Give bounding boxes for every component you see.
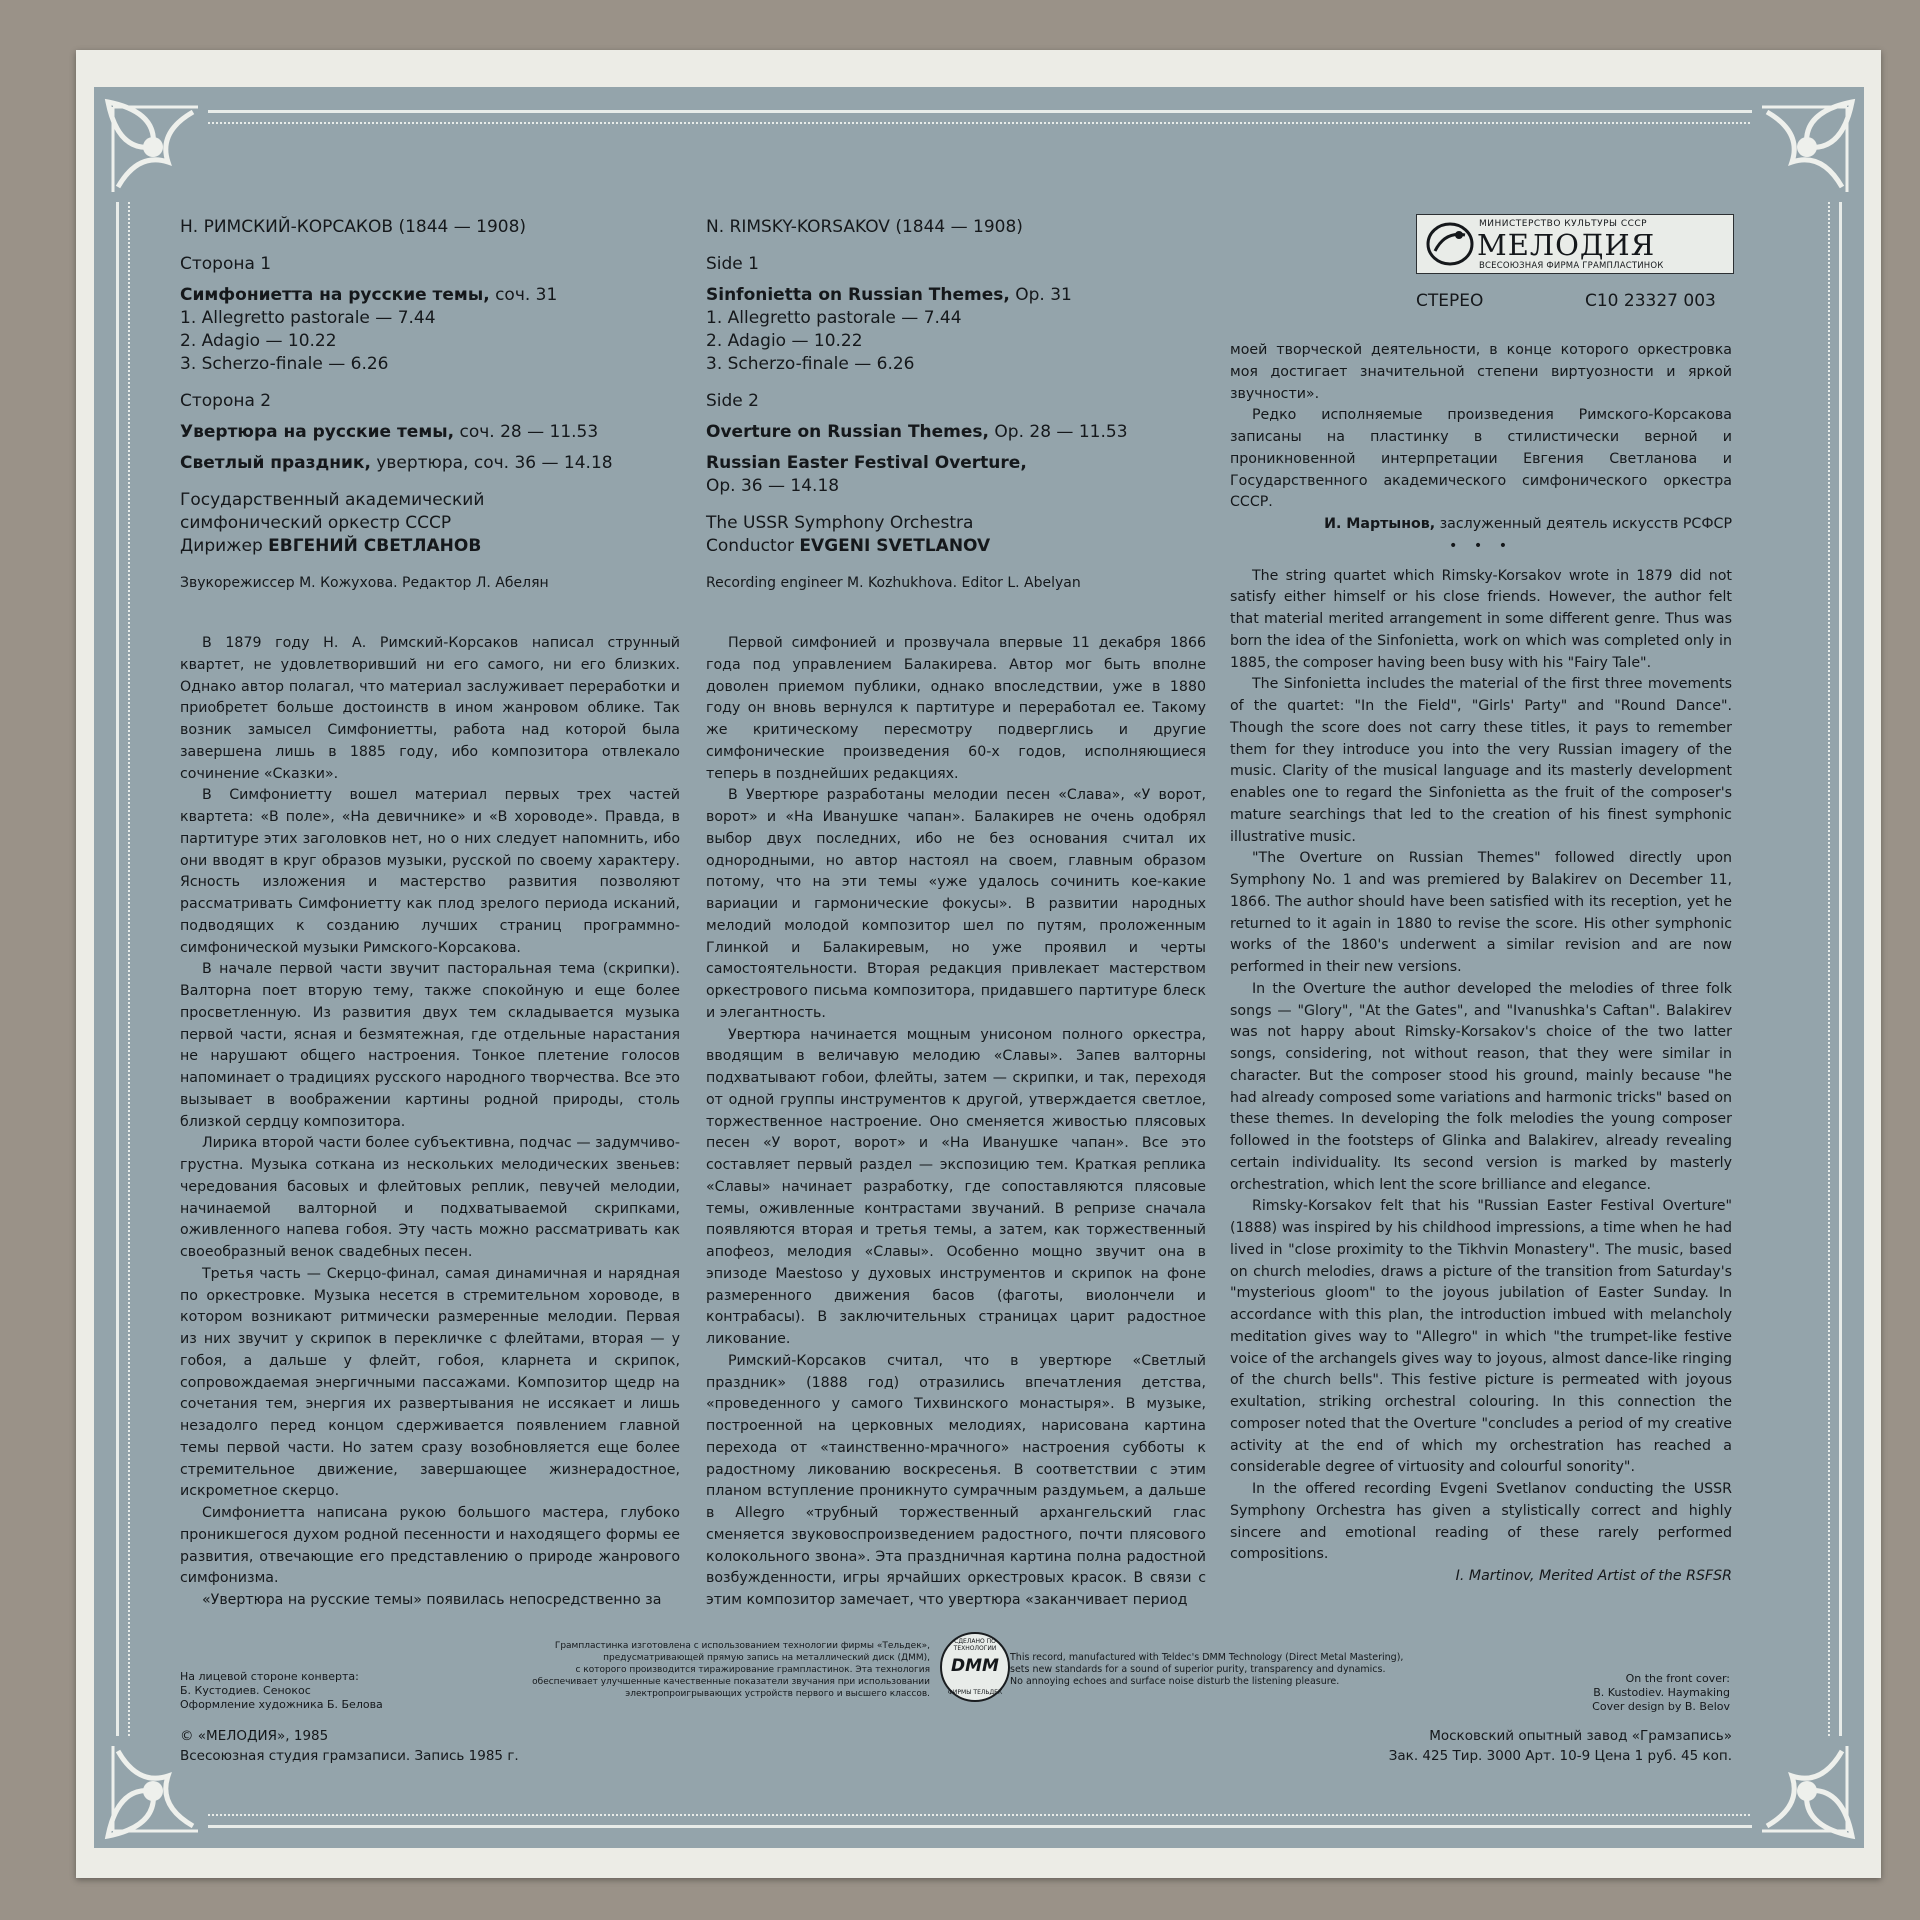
en-work3-op: Op. 36 — 14.18 <box>706 476 840 496</box>
front-cover-en <box>1480 1672 1730 1714</box>
en-signature: I. Martinov, Merited Artist of the RSFSR <box>1455 1568 1732 1584</box>
paragraph: In the Overture the author developed the melodies of three folk songs — "Glory", "At the Gates", and "Ivanushka's Caftan". Balakirev was not happy about Rimsky-Korsakov's choice of the two latter songs, considering, not without reason, that they were similar in character. But the composer stood his ground, mainly because "he had already composed some variations and harmonic tricks" based on these themes. In developing the folk melodies the young composer followed in the footsteps of Glinka and Balakirev, already revealing certain individuality. Its second version is marked by masterly orchestration, which lent the score brilliance and elegance. <box>1230 980 1732 1193</box>
paragraph: Увертюра начинается мощным унисоном полного оркестра, вводящим в величавую мелодию «Славы». Запев валторны подхватывают гобои, флейты, затем — скрипки, и так, переходя от одной группы инструментов к другой, утверждается светлое, торжественное настроение. Оно сменяется живостью плясовых песен «У ворот, ворот» и «На Иванушке чапан». Все это составляет первый раздел — экспозицию тем. Краткая реплика «Славы» начинает разработку, где сопоставляются плясовые темы, оживленные контрастами звучаний. В репризе сначала появляются вторая и третья темы, а затем, как торжественный апофеоз, мелодия «Славы». Особенно мощно звучит она в эпизоде Maestoso у духовых инструментов и скрипок на фоне размеренного движения басов (фаготы, виолончели и контрабасы). В заключительных страницах царит радостное ликование. <box>706 1026 1206 1347</box>
paragraph: В Симфониетту вошел материал первых трех частей квартета: «В поле», «На девичнике» и «В хороводе». Правда, в партитуре этих заголовков нет, но о них следует напомнить, ибо они вводят в круг образов музыки, русской по своему характеру. Ясность изложения и мастерство развития позволяют рассматривать Симфониетту как плод зрелого периода исканий, подводящих к созданию лучших страниц программно-симфонической музыки Римского-Корсакова. <box>180 787 680 956</box>
melodiya-emblem-icon <box>1425 221 1475 267</box>
en-work1-title: Sinfonietta on Russian Themes, <box>706 285 1010 305</box>
ru-track: 3. Scherzo-finale — 6.26 <box>180 354 389 374</box>
paragraph: В начале первой части звучит пасторальная тема (скрипки). Валторна поет вторую тему, также спокойную и еще более просветленную. Из развития двух тем складывается музыка первой части, ясная и безмятежная, где отдельные нарастания не нарушают общего настроения. Тонкое плетение голосов напоминает о традициях русского народного творчества. Все это вызывает в воображении картины родной природы, столь близкой сердцу композитора. <box>180 961 680 1130</box>
dmm-logo-text: DMM <box>951 1656 999 1676</box>
copyright <box>180 1726 680 1766</box>
paragraph: «Увертюра на русские темы» появилась непосредственно за <box>202 1592 662 1608</box>
ru-side2: Сторона 2 <box>180 391 272 411</box>
en-track: 1. Allegretto pastorale — 7.44 <box>706 308 962 328</box>
en-work2-op: Op. 28 — 11.53 <box>989 422 1128 442</box>
ru-work1-title: Симфониетта на русские темы, <box>180 285 490 305</box>
en-orchestra: The USSR Symphony Orchestra <box>706 513 974 533</box>
paragraph: In the offered recording Evgeni Svetlanov conducting the USSR Symphony Orchestra has given a stylistically correct and highly sincere and emotional reading of these rarely performed compositions. <box>1230 1481 1732 1563</box>
factory-info <box>1230 1726 1732 1766</box>
dmm-text-ru <box>460 1640 930 1700</box>
melodiya-logo <box>1416 214 1734 274</box>
stereo-label: СТЕРЕО <box>1416 291 1484 311</box>
dmm-text-en <box>1010 1652 1480 1688</box>
en-side2: Side 2 <box>706 391 759 411</box>
text-line: Оформление художника Б. Белова <box>180 1698 383 1711</box>
corner-ornament-top-left <box>98 92 208 202</box>
text-line: На лицевой стороне конверта: <box>180 1670 359 1683</box>
dmm-ring-top: СДЕЛАНО ПО ТЕХНОЛОГИИ <box>953 1638 997 1652</box>
ru-signature-title: заслуженный деятель искусств РСФСР <box>1435 516 1732 532</box>
ru-notes-col2 <box>706 633 1206 1612</box>
corner-ornament-top-right <box>1752 92 1862 202</box>
ru-work3-title: Светлый праздник, <box>180 453 371 473</box>
en-work2-title: Overture on Russian Themes, <box>706 422 990 442</box>
en-track: 2. Adagio — 10.22 <box>706 331 863 351</box>
ru-notes-col1 <box>180 633 680 1612</box>
paragraph: Rimsky-Korsakov felt that his "Russian Easter Festival Overture" (1888) was inspired by his childhood impressions, a time when he had lived in "close proximity to the Tikhvin Monastery". The music, based on church melodies, draws a picture of the transition from Saturday's "mysterious gloom" to the joyous jubilation of Easter Sunday. In accordance with this plan, the introduction imbued with melancholy meditation gives way to "Allegro" in which "the trumpet-like festive voice of the archangels gives way to joyous, almost dance-like ringing of the church bells". This festive picture is permeated with joyous exultation, striking orchestral colouring. In this connection the composer noted that the Overture "concludes a period of my creative activity at the end of which my orchestration has reached a considerable degree of virtuosity and colourful sonority". <box>1230 1198 1732 1476</box>
en-conductor-label: Conductor <box>706 536 800 556</box>
paragraph: Римский-Корсаков считал, что в увертюре «Светлый праздник» (1888 год) отразились впечатления детства, «проведенного у самого Тихвинского монастыря». В музыке, построенной на церковных мелодиях, нарисована картина перехода от «таинственно-мрачного» настроения субботы к радостному ликованию воскресенья. В соответствии с этим планом вступление проникнуто сумрачным раздумьем, а дальше в Allegro «трубный торжественный архангельский глас сменяется звуковоспроизведением радостного, почти плясового колокольного звона». Эта праздничная картина полна радостной возбужденности, игры ярчайших оркестровых красок. В связи с этим композитор замечает, что увертюра «заканчивает период <box>706 1352 1206 1608</box>
paragraph: Симфониетта написана рукою большого мастера, глубоко проникшегося духом родной песенности и находящего формы ее развития, отвечающие его представлению о природе жанрового симфонизма. <box>180 1505 680 1587</box>
text-line: Всесоюзная студия грамзаписи. Запись 1985 г. <box>180 1748 519 1764</box>
paragraph: В 1879 году Н. А. Римский-Корсаков написал струнный квартет, не удовлетворивший ни его самого, ни его близких. Однако автор полагал, что материал заслуживает переработки и приобретет больше достоинств в ином жанровом облике. Так возник замысел Симфониетты, работа над которой была завершена лишь в 1885 году, ибо композитора отвлекало сочинение «Сказки». <box>180 635 680 782</box>
ru-conductor-label: Дирижер <box>180 536 269 556</box>
ru-work2-title: Увертюра на русские темы, <box>180 422 455 442</box>
paragraph: Редко исполняемые произведения Римского-Корсакова записаны на пластинку в стилистически верной и проникновенной интерпретации Евгения Светланова и Государственного академического симфонического оркестра СССР. <box>1230 407 1732 511</box>
en-work3-title: Russian Easter Festival Overture, <box>706 453 1027 473</box>
paragraph: Третья часть — Скерцо-финал, самая динамичная и нарядная по оркестровке. Музыка несется в стремительном хороводе, в котором возникают ритмически размеренные мелодии. Первая из них звучит у скрипок в перекличке с флейтами, вторая — у гобоя, а дальше у флейт, гобоя, кларнета и скрипок, сопровождаемая энергичными пассажами. Композитор щедр на сочетания тем, энергия их развертывания не иссякает и лишь незадолго перед концом сдерживается появлением главной темы первой части. Но затем сразу возобновляется еще более стремительное движение, завершающее жизнерадостное, искрометное скерцо. <box>180 1265 680 1500</box>
text-line: с которого производится тиражирование грампластинок. Эта технология <box>575 1665 930 1675</box>
dmm-ring-bottom: ФИРМЫ ТЕЛЬДЕК <box>947 1689 1003 1696</box>
ru-work1-op: соч. 31 <box>489 285 558 305</box>
ru-composer: Н. РИМСКИЙ-КОРСАКОВ (1844 — 1908) <box>180 217 527 237</box>
ru-side1: Сторона 1 <box>180 254 272 274</box>
dmm-logo <box>940 1632 1010 1702</box>
notes-col3 <box>1230 340 1732 1588</box>
paragraph: В Увертюре разработаны мелодии песен «Слава», «У ворот, ворот» и «На Иванушке чапан». Балакирев не очень одобрял выбор двух последних, ибо не без основания считал их однородными, но автор настоял на своем, главным образом потому, что на эти темы «уже удалось сочинить кое-какие вариации и гармонические фокусы». В развитии народных мелодий молодой композитор шел по путям, проложенным Глинкой и Балакиревым, но уже проявил и черты самостоятельности. Вторая редакция привлекает мастерством оркестрового письма композитора, придавшего партитуре блеск и элегантность. <box>706 787 1206 1021</box>
ru-track: 1. Allegretto pastorale — 7.44 <box>180 308 436 328</box>
text-line: This record, manufactured with Teldec's DMM Technology (Direct Metal Mastering), <box>1010 1652 1404 1663</box>
en-header <box>706 216 1226 595</box>
paragraph: The Sinfonietta includes the material of the first three movements of the quartet: "In the Field", "Girls' Party" and "Round Dance". Though the score does not carry these titles, it pays to remember them for they introduce you into the very Russian imagery of the music. Clarity of the musical language and its masterly development enables one to regard the Sinfonietta as the fruit of the composer's mature searchings that led to the creation of his finest symphonic illustrative music. <box>1230 676 1732 845</box>
en-credits: Recording engineer M. Kozhukhova. Editor L. Abelyan <box>706 575 1081 591</box>
logo-ministry: МИНИСТЕРСТВО КУЛЬТУРЫ СССР <box>1479 219 1648 229</box>
text-line: Зак. 425 Тир. 3000 Арт. 10-9 Цена 1 руб. 45 коп. <box>1388 1748 1732 1764</box>
ru-orchestra: симфонический оркестр СССР <box>180 513 452 533</box>
text-line: B. Kustodiev. Haymaking <box>1593 1686 1730 1699</box>
front-cover-ru <box>180 1670 440 1712</box>
en-composer: N. RIMSKY-KORSAKOV (1844 — 1908) <box>706 217 1023 237</box>
text-line: On the front cover: <box>1625 1672 1730 1685</box>
text-line: Cover design by B. Belov <box>1592 1700 1730 1713</box>
text-line: sets new standards for a sound of superior purity, transparency and dynamics. <box>1010 1664 1386 1675</box>
paragraph: моей творческой деятельности, в конце которого оркестровка моя достигает значительной степени виртуозности и яркой звучности». <box>1230 342 1732 402</box>
catalog-number: С10 23327 003 <box>1585 291 1716 311</box>
en-work1-op: Op. 31 <box>1009 285 1072 305</box>
en-track: 3. Scherzo-finale — 6.26 <box>706 354 915 374</box>
ru-track: 2. Adagio — 10.22 <box>180 331 337 351</box>
ru-header <box>180 216 680 595</box>
ru-work3-op: увертюра, соч. 36 — 14.18 <box>370 453 613 473</box>
ru-signature-name: И. Мартынов, <box>1324 516 1436 532</box>
logo-subtitle: ВСЕСОЮЗНАЯ ФИРМА ГРАМПЛАСТИНОК <box>1479 261 1664 271</box>
text-line: обеспечивает улучшенные качественные показатели звучания при использовании <box>532 1677 930 1687</box>
logo-name: МЕЛОДИЯ <box>1477 228 1656 262</box>
text-line: предусматривающей прямую запись на металлический диск (ДММ), <box>603 1653 930 1663</box>
paragraph: The string quartet which Rimsky-Korsakov wrote in 1879 did not satisfy either himself or his close friends. However, the author felt that material merited arrangement in some different genre. Thus was born the idea of the Sinfonietta, work on which was completed only in 1885, the composer having been busy with his "Fairy Tale". <box>1230 567 1732 671</box>
separator: • • • <box>1448 537 1514 554</box>
ru-conductor-name: ЕВГЕНИЙ СВЕТЛАНОВ <box>268 536 482 556</box>
text-line: No annoying echoes and surface noise disturb the listening pleasure. <box>1010 1676 1340 1687</box>
paragraph: Лирика второй части более субъективна, подчас — задумчиво-грустна. Музыка соткана из нескольких мелодических звеньев: чередования басовых и флейтовых реплик, певучей мелодии, начинаемой валторной и подхватываемой скрипками, оживленного напева гобоя. Эту часть можно рассматривать как своеобразный венок свадебных песен. <box>180 1135 680 1260</box>
en-conductor-name: EVGENI SVETLANOV <box>799 536 991 556</box>
text-line: © «МЕЛОДИЯ», 1985 <box>180 1728 329 1744</box>
corner-ornament-bottom-right <box>1752 1736 1862 1846</box>
text-line: электропроигрывающих устройств первого и высшего классов. <box>625 1689 930 1699</box>
ru-work2-op: соч. 28 — 11.53 <box>454 422 599 442</box>
text-line: Грампластинка изготовлена с использованием технологии фирмы «Тельдек», <box>554 1641 930 1651</box>
ru-credits: Звукорежиссер М. Кожухова. Редактор Л. Абелян <box>180 575 549 591</box>
en-side1: Side 1 <box>706 254 759 274</box>
text-line: Московский опытный завод «Грамзапись» <box>1429 1728 1732 1744</box>
text-line: Б. Кустодиев. Сенокос <box>180 1684 311 1697</box>
paragraph: "The Overture on Russian Themes" followed directly upon Symphony No. 1 and was premiered by Balakirev on December 11, 1866. The author should have been satisfied with its reception, yet he returned to it again in 1880 to revise the score. His other symphonic works of the 1860's underwent a similar revision and are now performed in their new versions. <box>1230 850 1732 975</box>
ru-orchestra: Государственный академический <box>180 490 485 510</box>
paragraph: Первой симфонией и прозвучала впервые 11 декабря 1866 года под управлением Балакирева. Автор мог быть вполне доволен приемом публики, однако впоследствии, уже в 1880 году он вновь вернулся к партитуре и переработал ее. Такому же критическому пересмотру подверглись и другие симфонические произведения 60-х годов, исполняющиеся теперь в позднейших редакциях. <box>706 635 1206 782</box>
